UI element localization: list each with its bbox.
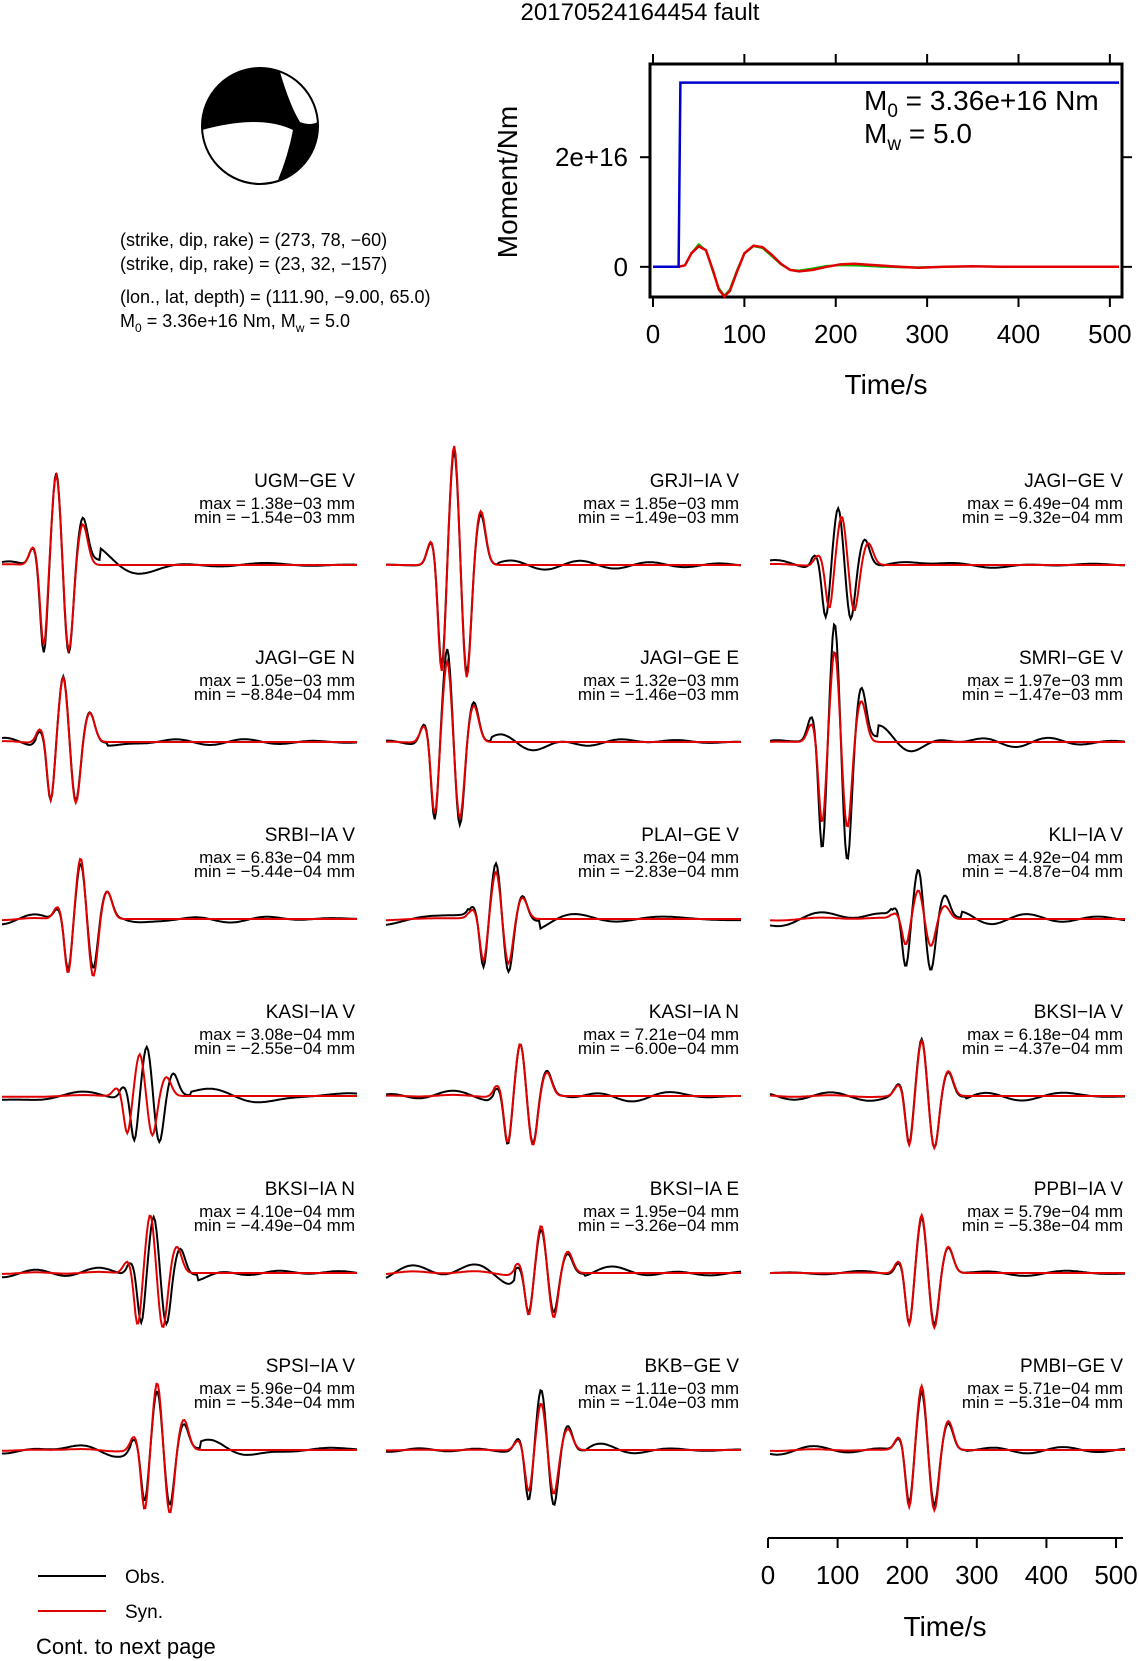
station-label: GRJI−IA V [649, 471, 739, 492]
moment-y-tick-label: 0 [613, 251, 628, 282]
moment-x-tick-label: 100 [722, 319, 767, 349]
moment-rate-green-curve [653, 244, 1119, 295]
moment-x-tick-label: 500 [1088, 319, 1132, 349]
moment-x-tick-label: 200 [814, 319, 858, 349]
station-min: min = −2.55e−04 mm [193, 1039, 355, 1058]
station-max: max = 5.79e−04 mm [967, 1202, 1123, 1221]
moment-x-tick-label: 400 [996, 319, 1041, 349]
station-max: max = 1.85e−03 mm [583, 494, 739, 513]
station-max: max = 5.71e−04 mm [967, 1379, 1123, 1398]
station-label: KASI−IA N [648, 1002, 739, 1023]
moment-magnitude-line: $M_0 = 3.36e+16$ Nm, $M_w = 5.0$ [120, 311, 350, 335]
station-label: PPBI−IA V [1033, 1179, 1123, 1200]
synthetic-trace [386, 1404, 741, 1493]
waveform-grid [2, 446, 1125, 1512]
station-label: JAGI−GE V [1024, 471, 1123, 492]
moment-rate-red-curve [653, 246, 1119, 297]
station-min: min = −5.38e−04 mm [961, 1216, 1123, 1235]
station-min: min = −3.26e−04 mm [577, 1216, 739, 1235]
nodal-plane-1: (strike, dip, rake) = (273, 78, −60) [120, 230, 388, 250]
station-panel [386, 648, 741, 825]
station-label: SRBI−IA V [264, 825, 355, 846]
station-panel [386, 1002, 741, 1144]
waveform-time-axis-label: Time/s [903, 1611, 987, 1642]
station-panel [2, 1002, 357, 1142]
moment-m0-annotation: $M_0 = 3.36e+16$ Nm [864, 85, 1099, 122]
station-panel [386, 446, 741, 677]
moment-xlabel: Time/s [844, 369, 928, 400]
hypocenter-location: (lon., lat, depth) = (111.90, −9.00, 65.0) [120, 287, 431, 307]
station-panel [2, 471, 357, 653]
station-label: BKSI−IA E [649, 1179, 739, 1200]
moment-y-tick-label: 2e+16 [554, 142, 628, 173]
time-axis-tick-label: 500 [1094, 1560, 1138, 1590]
observed-trace [386, 1045, 741, 1144]
moment-mw-annotation: $M_w = 5.0$ [864, 118, 972, 155]
station-max: max = 1.05e−03 mm [199, 671, 355, 690]
station-panel [2, 1179, 357, 1327]
station-panel [770, 1179, 1125, 1328]
station-max: max = 1.38e−03 mm [199, 494, 355, 513]
focal-mechanism-beachball [202, 68, 318, 184]
station-min: min = −5.31e−04 mm [961, 1393, 1123, 1412]
station-max: max = 5.96e−04 mm [199, 1379, 355, 1398]
station-max: max = 6.83e−04 mm [199, 848, 355, 867]
moment-ylabel: Moment/Nm [492, 105, 523, 259]
station-min: min = −4.37e−04 mm [961, 1039, 1123, 1058]
station-max: max = 1.11e−03 mm [584, 1379, 739, 1398]
legend-syn-label: Syn. [125, 1602, 164, 1623]
station-panel [386, 1356, 741, 1505]
station-min: min = −1.54e−03 mm [193, 508, 355, 527]
moment-x-tick-label: 300 [905, 319, 949, 349]
station-panel [770, 1002, 1125, 1148]
station-max: max = 4.10e−04 mm [199, 1202, 355, 1221]
station-max: max = 1.97e−03 mm [967, 671, 1123, 690]
station-label: BKSI−IA V [1033, 1002, 1123, 1023]
station-max: max = 6.18e−04 mm [967, 1025, 1123, 1044]
time-axis-tick-label: 300 [955, 1560, 999, 1590]
legend-obs-label: Obs. [125, 1567, 166, 1588]
time-axis-tick-label: 400 [1024, 1560, 1069, 1590]
station-panel [770, 1356, 1125, 1510]
station-min: min = −2.83e−04 mm [577, 862, 739, 881]
station-label: KLI−IA V [1048, 825, 1123, 846]
station-label: SMRI−GE V [1019, 648, 1123, 669]
station-label: PLAI−GE V [641, 825, 739, 846]
station-min: min = −4.87e−04 mm [961, 862, 1123, 881]
synthetic-trace [2, 1054, 357, 1135]
station-label: KASI−IA V [265, 1002, 355, 1023]
station-panel [2, 825, 357, 975]
station-min: min = −5.34e−04 mm [193, 1393, 355, 1412]
station-label: JAGI−GE N [255, 648, 355, 669]
station-panel [770, 625, 1125, 859]
station-min: min = −1.04e−03 mm [577, 1393, 739, 1412]
continue-note: Cont. to next page [36, 1634, 216, 1659]
station-label: BKSI−IA N [264, 1179, 355, 1200]
station-label: PMBI−GE V [1020, 1356, 1123, 1377]
figure-title: 20170524164454 fault [520, 0, 760, 26]
beachball-dilatational-lower [202, 122, 293, 183]
station-max: max = 7.21e−04 mm [583, 1025, 739, 1044]
station-max: max = 4.92e−04 mm [967, 848, 1123, 867]
station-min: min = −4.49e−04 mm [193, 1216, 355, 1235]
moment-x-tick-label: 0 [645, 319, 661, 349]
station-panel [386, 1179, 741, 1317]
nodal-plane-2: (strike, dip, rake) = (23, 32, −157) [120, 254, 388, 274]
station-min: min = −1.47e−03 mm [961, 685, 1123, 704]
legend [38, 1567, 165, 1623]
station-min: min = −6.00e−04 mm [577, 1039, 739, 1058]
station-panel [386, 825, 741, 972]
station-max: max = 3.08e−04 mm [199, 1025, 355, 1044]
time-axis-tick-label: 100 [815, 1560, 860, 1590]
station-label: UGM−GE V [254, 471, 355, 492]
station-label: BKB−GE V [644, 1356, 739, 1377]
station-panel [770, 471, 1125, 619]
station-min: min = −9.32e−04 mm [961, 508, 1123, 527]
station-panel [2, 648, 357, 803]
waveform-time-axis [761, 1538, 1138, 1590]
time-axis-tick-label: 0 [760, 1560, 776, 1590]
station-max: max = 1.95e−04 mm [583, 1202, 739, 1221]
station-max: max = 6.49e−04 mm [967, 494, 1123, 513]
time-axis-tick-label: 200 [885, 1560, 929, 1590]
station-min: min = −1.46e−03 mm [577, 685, 739, 704]
observed-trace [2, 1047, 357, 1142]
source-info [120, 230, 431, 335]
observed-trace [386, 1230, 741, 1312]
station-panel [2, 1356, 357, 1512]
station-max: max = 3.26e−04 mm [583, 848, 739, 867]
station-label: SPSI−IA V [265, 1356, 355, 1377]
station-label: JAGI−GE E [640, 648, 739, 669]
station-min: min = −8.84e−04 mm [193, 685, 355, 704]
station-min: min = −5.44e−04 mm [193, 862, 355, 881]
station-min: min = −1.49e−03 mm [577, 508, 739, 527]
station-max: max = 1.32e−03 mm [583, 671, 739, 690]
moment-function-panel [492, 54, 1132, 400]
